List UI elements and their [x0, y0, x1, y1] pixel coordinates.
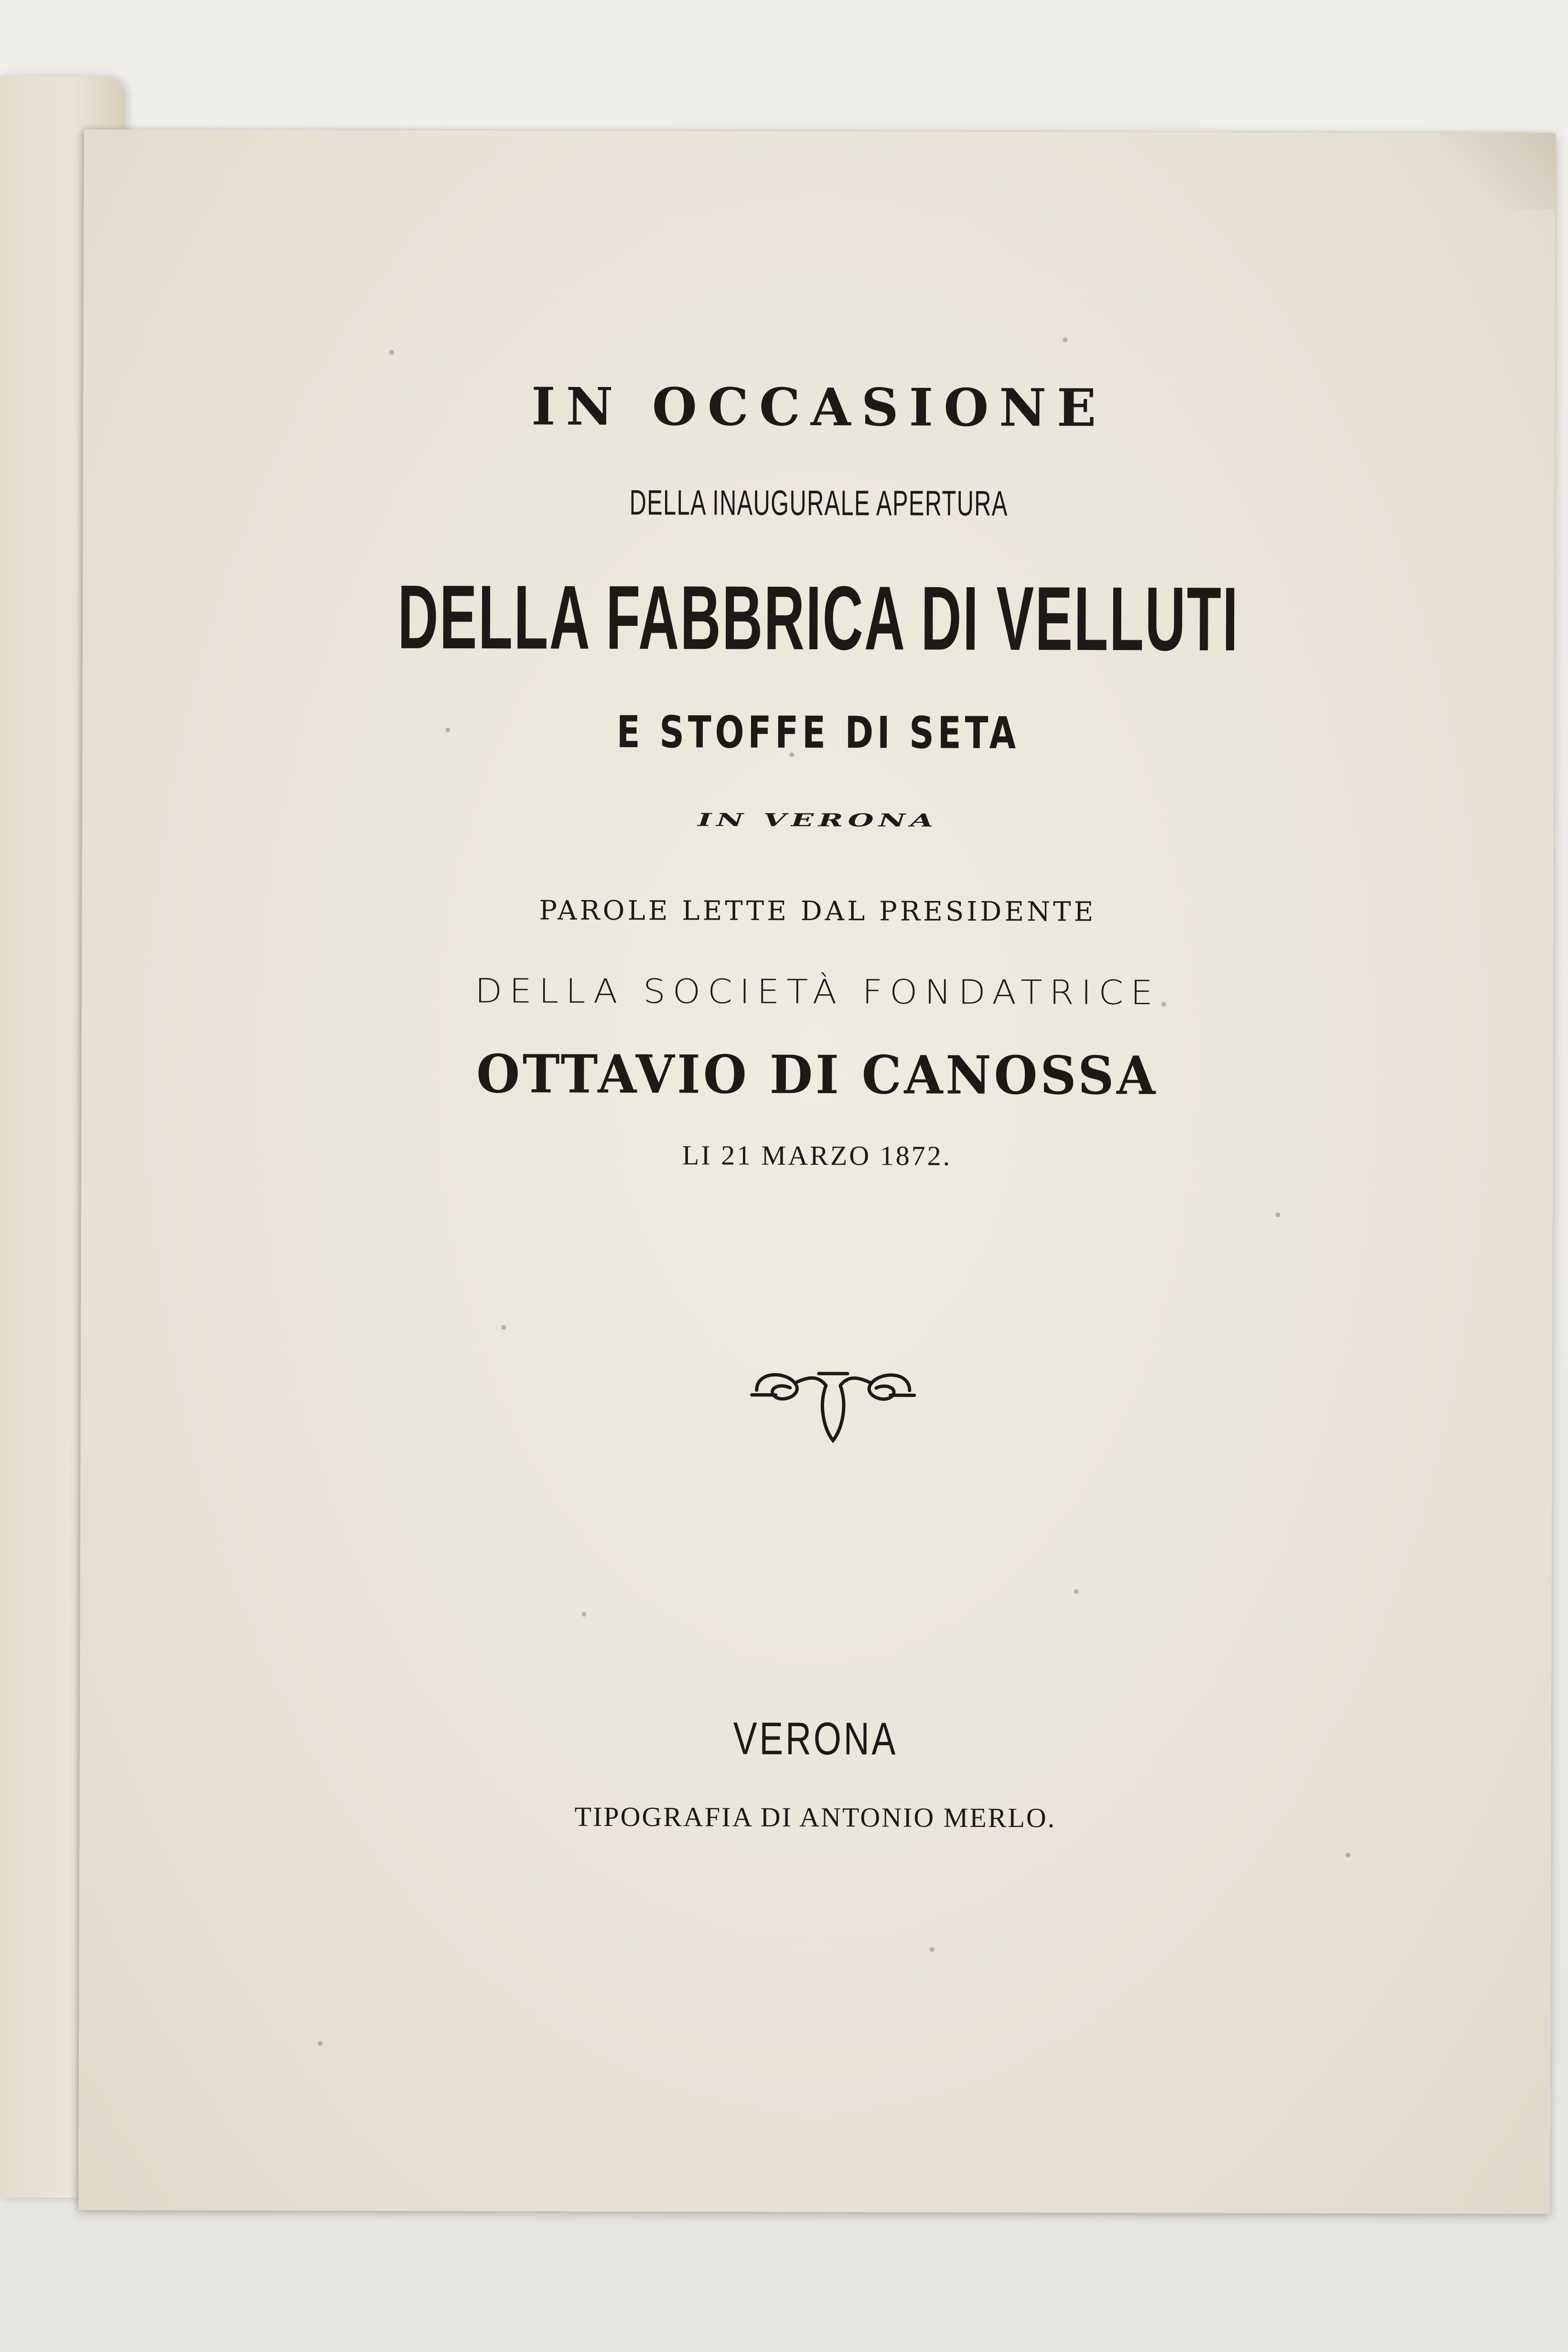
paper-speck [789, 752, 794, 757]
title-line-5: IN VERONA [698, 809, 938, 831]
flourish-ornament-icon [747, 1357, 919, 1448]
paper-speck [501, 1325, 506, 1330]
title-page [78, 129, 1555, 2214]
paper-speck [582, 1612, 587, 1617]
paper-speck [1345, 1853, 1350, 1858]
publisher-line: TIPOGRAFIA DI ANTONIO MERLO. [574, 1801, 1056, 1834]
paper-speck [1063, 337, 1068, 342]
paper-speck [1074, 1589, 1079, 1594]
paper-speck [318, 2041, 322, 2046]
date-line: LI 21 MARZO 1872. [682, 1139, 952, 1171]
paper-speck [445, 728, 450, 732]
subtitle-line-2: DELLA SOCIETÀ FONDATRICE [474, 971, 1160, 1012]
paper-speck [1276, 1213, 1280, 1217]
title-line-1: IN OCCASIONE [531, 376, 1107, 439]
author-name: OTTAVIO DI CANOSSA [476, 1043, 1159, 1106]
paper-speck [389, 350, 394, 355]
paper-speck [930, 1947, 934, 1952]
publication-place: VERONA [733, 1713, 898, 1765]
paper-speck [1161, 1002, 1166, 1007]
subtitle-line-1: PAROLE LETTE DAL PRESIDENTE [539, 895, 1096, 928]
title-line-4: E STOFFE DI SETA [616, 706, 1020, 759]
title-line-2: DELLA INAUGURALE APERTURA [629, 482, 1008, 524]
main-title: DELLA FABBRICA DI VELLUTI [397, 566, 1239, 670]
